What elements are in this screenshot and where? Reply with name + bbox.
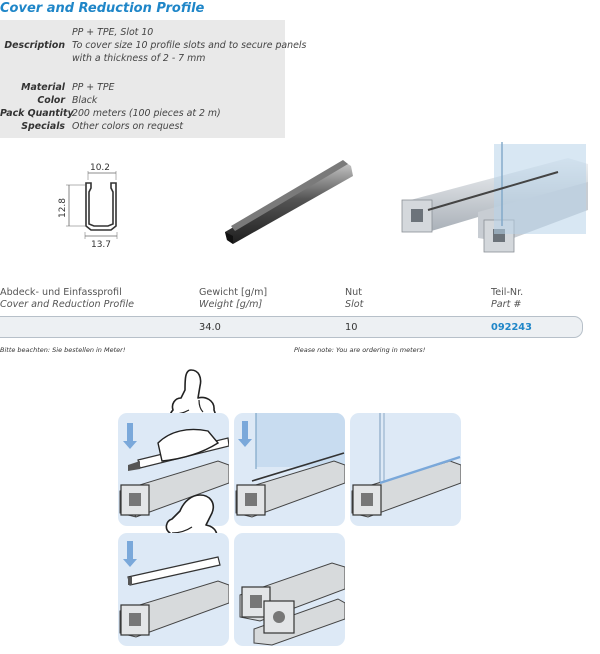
aluminium-profile-photo [398,140,588,255]
order-note-en: Please note: You are ordering in meters! [294,346,426,354]
pack-quantity-value: 200 meters (100 pieces at 2 m) [72,108,221,119]
down-arrow-icon [123,423,137,449]
step-3-panel [350,413,461,526]
material-value: PP + TPE [72,82,115,93]
specials-row [0,121,285,134]
pack-quantity-row [0,108,285,121]
spec-box [0,20,307,138]
down-arrow-icon [238,421,252,447]
col-profile-header [0,287,134,311]
col-slot-en: Slot [345,299,364,310]
order-note-de: Bitte beachten: Sie bestellen in Meter! [0,346,126,354]
part-number-link[interactable]: 092243 [491,322,532,333]
weight-cell: 34.0 [199,322,221,333]
specials-label: Specials [21,121,65,132]
col-profile-en: Cover and Reduction Profile [0,299,135,310]
pack-quantity-label: Pack Quantity [0,108,74,119]
color-row [0,95,285,108]
description-value: To cover size 10 profile slots and to secure panels [72,40,307,51]
col-part-de: Teil-Nr. [491,287,524,298]
down-arrow-icon [123,541,137,567]
page-title: Cover and Reduction Profile [0,1,205,16]
col-slot-header [345,287,363,311]
profile-drawing [55,158,145,253]
step-4-illustration [118,533,229,646]
material-row [0,82,285,95]
col-slot-de: Nut [345,287,363,298]
dim-side-label: 12.8 [58,197,68,219]
col-weight-header [199,287,267,311]
step-2-panel [234,413,345,526]
col-part-header [491,287,523,311]
color-value: Black [72,95,98,106]
col-profile-de: Abdeck- und Einfassprofil [0,287,122,298]
dim-bottom-label: 13.7 [90,240,112,250]
dim-top-label: 10.2 [89,163,111,173]
description-value-line2: with a thickness of 2 - 7 mm [72,53,206,64]
step-2-illustration [234,413,345,526]
specials-value: Other colors on request [72,121,184,132]
description-label: Description [4,40,65,51]
col-weight-en: Weight [g/m] [199,299,263,310]
step-5-illustration [234,533,345,646]
color-label: Color [37,95,65,106]
step-4-panel [118,533,229,646]
profile-photo [215,140,360,250]
step-3-illustration [350,413,461,526]
description-material-line: PP + TPE, Slot 10 [72,27,154,38]
col-weight-de: Gewicht [g/m] [199,287,268,298]
profile-outline [86,183,116,230]
col-part-en: Part # [491,299,522,310]
material-label: Material [21,82,65,93]
description-row [0,40,307,53]
slot-cell: 10 [345,322,358,333]
step-5-panel [234,533,345,646]
